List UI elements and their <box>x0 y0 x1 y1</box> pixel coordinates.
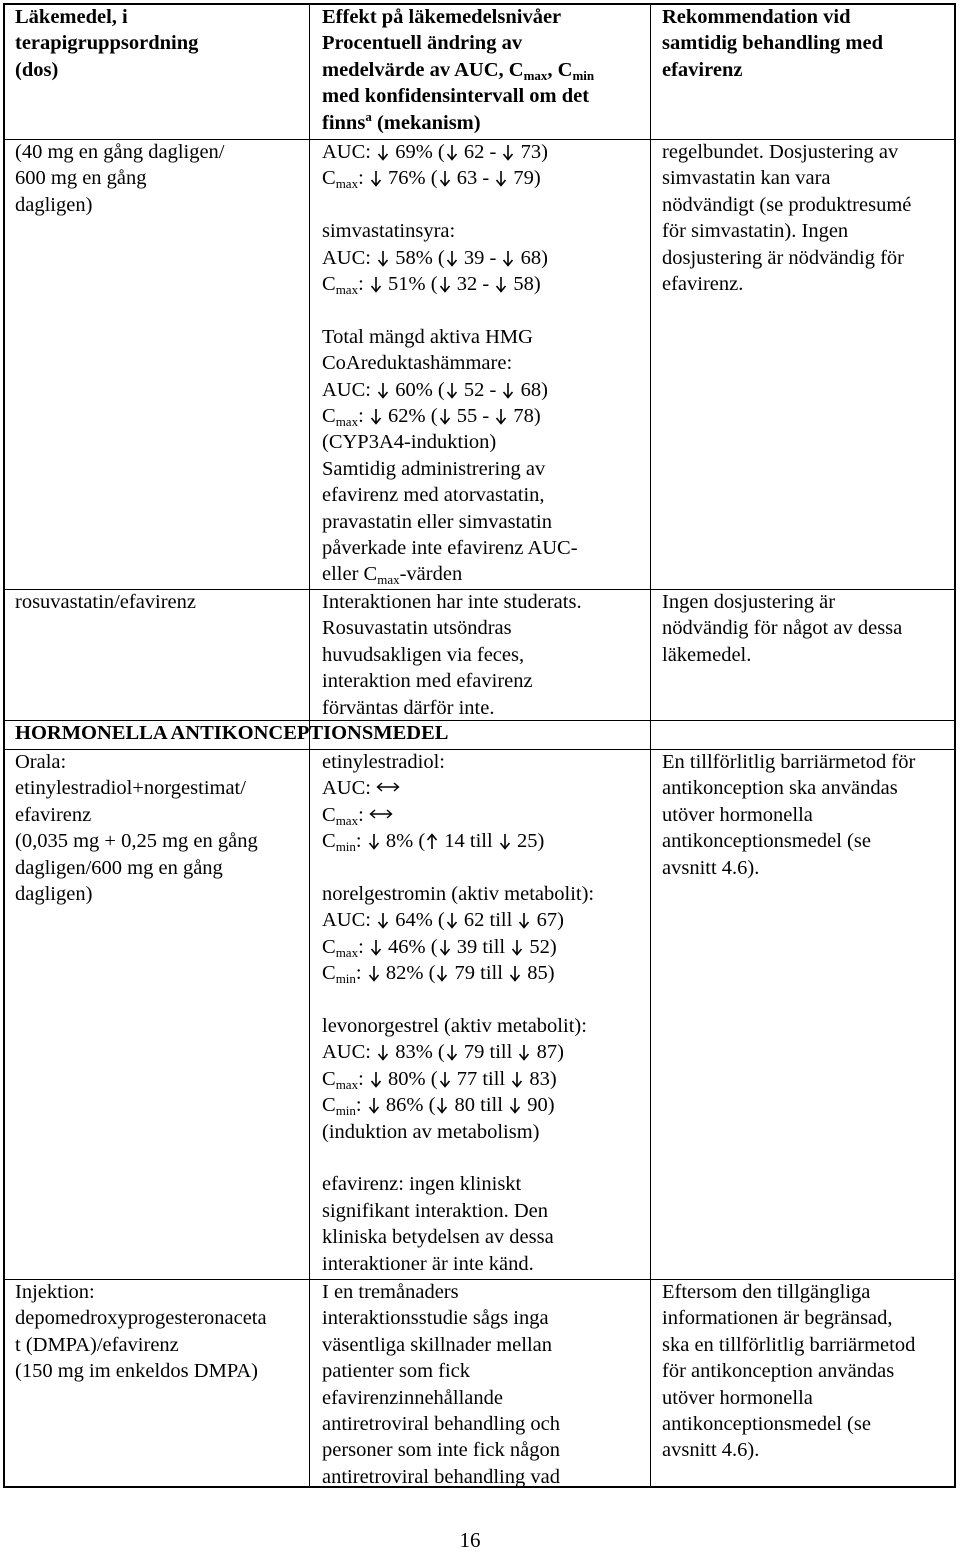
drug-line: dagligen) <box>15 883 93 906</box>
rec-line: simvastatin kan vara <box>662 167 831 190</box>
effect-line: förväntas därför inte. <box>322 696 495 719</box>
coadmin-line: påverkade inte efavirenz AUC- <box>322 537 578 560</box>
down-arrow-icon <box>376 382 390 399</box>
efa-line: efavirenz: ingen kliniskt <box>322 1173 522 1196</box>
down-arrow-icon <box>517 912 531 929</box>
effect-line: antiretroviral behandling vad <box>322 1465 560 1488</box>
drug-line: (0,035 mg + 0,25 mg en gång <box>15 830 258 853</box>
rec-line: ska en tillförlitlig barriärmetod <box>662 1333 916 1356</box>
auc-line: AUC: <box>322 775 642 801</box>
rec-line: En tillförlitlig barriärmetod för <box>662 751 916 773</box>
header-effect-line: med konfidensintervall om det <box>322 85 590 108</box>
efa-line: interaktioner är inte känd. <box>322 1252 534 1275</box>
efa-line: kliniska betydelsen av dessa <box>322 1226 554 1249</box>
down-arrow-icon <box>501 144 515 161</box>
down-arrow-icon <box>369 1071 383 1088</box>
row2-effect <box>322 589 642 721</box>
row4-recommendation <box>662 1279 952 1464</box>
down-arrow-icon <box>508 1097 522 1114</box>
row1-recommendation <box>662 139 952 297</box>
levo-label: levonorgestrel (aktiv metabolit): <box>322 1015 587 1038</box>
ee-label: etinylestradiol: <box>322 751 445 773</box>
up-arrow-icon <box>425 833 439 850</box>
down-arrow-icon <box>445 1044 459 1061</box>
rec-line: Eftersom den tillgängliga <box>662 1281 871 1303</box>
down-arrow-icon <box>438 276 452 293</box>
rec-line: antikonception ska användas <box>662 777 898 800</box>
row4-drug <box>15 1279 300 1385</box>
down-arrow-icon <box>494 276 508 293</box>
header-drug-line: terapigruppsordning <box>15 32 199 55</box>
section-heading: HORMONELLA ANTIKONCEPTIONSMEDEL <box>15 722 449 744</box>
down-arrow-icon <box>508 965 522 982</box>
rec-line: utöver hormonella <box>662 803 813 826</box>
header-recommendation <box>662 4 952 83</box>
down-arrow-icon <box>445 144 459 161</box>
down-arrow-icon <box>445 250 459 267</box>
drug-line: depomedroxyprogesteronaceta <box>15 1307 267 1330</box>
down-arrow-icon <box>369 408 383 425</box>
norel-label: norelgestromin (aktiv metabolit): <box>322 883 595 906</box>
rec-line: för simvastatin). Ingen <box>662 220 849 243</box>
left-right-arrow-icon <box>376 781 400 793</box>
cmin-line: $C_{min}$: 82% ( 79 till 85) <box>322 962 555 987</box>
drug-name: rosuvastatin/efavirenz <box>15 591 197 613</box>
row2-drug <box>15 589 300 615</box>
down-arrow-icon <box>435 1097 449 1114</box>
down-arrow-icon <box>498 833 512 850</box>
rec-line: nödvändig för något av dessa <box>662 617 903 640</box>
row3-recommendation <box>662 749 952 881</box>
effect-line: personer som inte fick någon <box>322 1439 560 1462</box>
down-arrow-icon <box>438 408 452 425</box>
row1-dose-line: (40 mg en gång dagligen/ <box>15 141 225 163</box>
down-arrow-icon <box>501 382 515 399</box>
effect-line: patienter som fick <box>322 1360 471 1383</box>
rec-line: Ingen dosjustering är <box>662 591 836 613</box>
down-arrow-icon <box>494 170 508 187</box>
auc-line: AUC: 60% ( 52 - 68) <box>322 378 548 401</box>
header-effect-line: medelvärde av AUC, $C_{max}$, $C_{min}$ <box>322 58 595 83</box>
rec-line: nödvändigt (se produktresumé <box>662 193 912 216</box>
cmax-line: $C_{max}$: 76% ( 63 - 79) <box>322 167 541 192</box>
row3-effect <box>322 749 642 1277</box>
header-drug-line: (dos) <box>15 58 59 81</box>
down-arrow-icon <box>438 1071 452 1088</box>
header-rec-line: efavirenz <box>662 58 743 81</box>
mechanism-line: (CYP3A4-induktion) <box>322 431 497 454</box>
row2-recommendation <box>662 589 952 668</box>
left-right-arrow-icon <box>369 808 393 820</box>
effect-line: Interaktionen har inte studerats. <box>322 591 582 613</box>
header-rec-line: samtidig behandling med <box>662 32 883 55</box>
down-arrow-icon <box>510 1071 524 1088</box>
rec-line: avsnitt 4.6). <box>662 856 760 879</box>
cmax-line: $C_{max}$: 46% ( 39 till 52) <box>322 935 557 960</box>
row1-effect <box>322 139 642 588</box>
down-arrow-icon <box>367 965 381 982</box>
coadmin-line: eller $C_{max}$-värden <box>322 563 463 588</box>
rec-line: antikonceptionsmedel (se <box>662 830 871 853</box>
coadmin-line: efavirenz med atorvastatin, <box>322 484 545 507</box>
rec-line: antikonceptionsmedel (se <box>662 1413 871 1436</box>
rec-line: dosjustering är nödvändig för <box>662 246 904 269</box>
cmax-line: $C_{max}$: 51% ( 32 - 58) <box>322 273 541 298</box>
auc-line: AUC: 64% ( 62 till 67) <box>322 909 564 932</box>
down-arrow-icon <box>369 170 383 187</box>
header-effect <box>322 4 642 136</box>
header-drug <box>15 4 300 83</box>
drug-line: t (DMPA)/efavirenz <box>15 1333 179 1356</box>
header-effect-line: Effekt på läkemedelsnivåer <box>322 6 562 28</box>
cmax-line: $C_{max}$: <box>322 802 642 828</box>
effect-line: interaktion med efavirenz <box>322 670 533 693</box>
rec-line: utöver hormonella <box>662 1386 813 1409</box>
header-rec-line: Rekommendation vid <box>662 6 851 28</box>
effect-line: Rosuvastatin utsöndras <box>322 617 512 640</box>
header-effect-line: finns$^a$ (mekanism) <box>322 108 481 134</box>
auc-line: AUC: 58% ( 39 - 68) <box>322 246 548 269</box>
down-arrow-icon <box>445 382 459 399</box>
down-arrow-icon <box>494 408 508 425</box>
cmin-line: $C_{min}$: 8% ( 14 till 25) <box>322 830 545 855</box>
acid-label: simvastatinsyra: <box>322 220 456 243</box>
down-arrow-icon <box>369 939 383 956</box>
rec-line: informationen är begränsad, <box>662 1307 893 1330</box>
header-effect-line: Procentuell ändring av <box>322 32 523 55</box>
auc-line: AUC: 83% ( 79 till 87) <box>322 1041 564 1064</box>
cmax-line: $C_{max}$: 80% ( 77 till 83) <box>322 1067 557 1092</box>
total-line: Total mängd aktiva HMG <box>322 325 533 348</box>
coadmin-line: pravastatin eller simvastatin <box>322 510 552 533</box>
auc-line: AUC: 69% ( 62 - 73) <box>322 141 548 163</box>
down-arrow-icon <box>376 912 390 929</box>
mechanism-line: (induktion av metabolism) <box>322 1120 540 1143</box>
effect-line: väsentliga skillnader mellan <box>322 1333 552 1356</box>
down-arrow-icon <box>376 1044 390 1061</box>
effect-line: interaktionsstudie sågs inga <box>322 1307 549 1330</box>
drug-line: efavirenz <box>15 803 92 826</box>
down-arrow-icon <box>376 250 390 267</box>
down-arrow-icon <box>438 939 452 956</box>
page-number: 16 <box>459 1528 481 1552</box>
row1-dose-line: dagligen) <box>15 193 93 216</box>
row1-drug <box>15 139 300 218</box>
down-arrow-icon <box>501 250 515 267</box>
efa-line: signifikant interaktion. Den <box>322 1199 549 1222</box>
header-drug-line: Läkemedel, i <box>15 6 128 28</box>
rec-line: regelbundet. Dosjustering av <box>662 141 899 163</box>
row1-dose-line: 600 mg en gång <box>15 167 147 190</box>
row3-drug <box>15 749 300 907</box>
total-line: CoAreduktashämmare: <box>322 352 513 375</box>
down-arrow-icon <box>367 1097 381 1114</box>
effect-line: I en tremånaders <box>322 1281 459 1303</box>
drug-line: dagligen/600 mg en gång <box>15 856 223 879</box>
down-arrow-icon <box>517 1044 531 1061</box>
effect-line: efavirenzinnehållande <box>322 1386 503 1409</box>
cmax-line: $C_{max}$: 62% ( 55 - 78) <box>322 405 541 430</box>
down-arrow-icon <box>376 144 390 161</box>
cmin-line: $C_{min}$: 86% ( 80 till 90) <box>322 1094 555 1119</box>
down-arrow-icon <box>445 912 459 929</box>
rec-line: avsnitt 4.6). <box>662 1439 760 1462</box>
coadmin-line: Samtidig administrering av <box>322 457 546 480</box>
rec-line: efavirenz. <box>662 273 744 296</box>
rec-line: läkemedel. <box>662 643 752 666</box>
rec-line: för antikonception användas <box>662 1360 895 1383</box>
drug-line: Orala: <box>15 751 67 773</box>
effect-line: huvudsakligen via feces, <box>322 643 525 666</box>
drug-line: (150 mg im enkeldos DMPA) <box>15 1360 258 1383</box>
drug-line: Injektion: <box>15 1281 95 1303</box>
down-arrow-icon <box>510 939 524 956</box>
down-arrow-icon <box>435 965 449 982</box>
down-arrow-icon <box>367 833 381 850</box>
row4-effect <box>322 1279 642 1490</box>
effect-line: antiretroviral behandling och <box>322 1413 560 1436</box>
down-arrow-icon <box>369 276 383 293</box>
drug-line: etinylestradiol+norgestimat/ <box>15 777 246 800</box>
down-arrow-icon <box>438 170 452 187</box>
